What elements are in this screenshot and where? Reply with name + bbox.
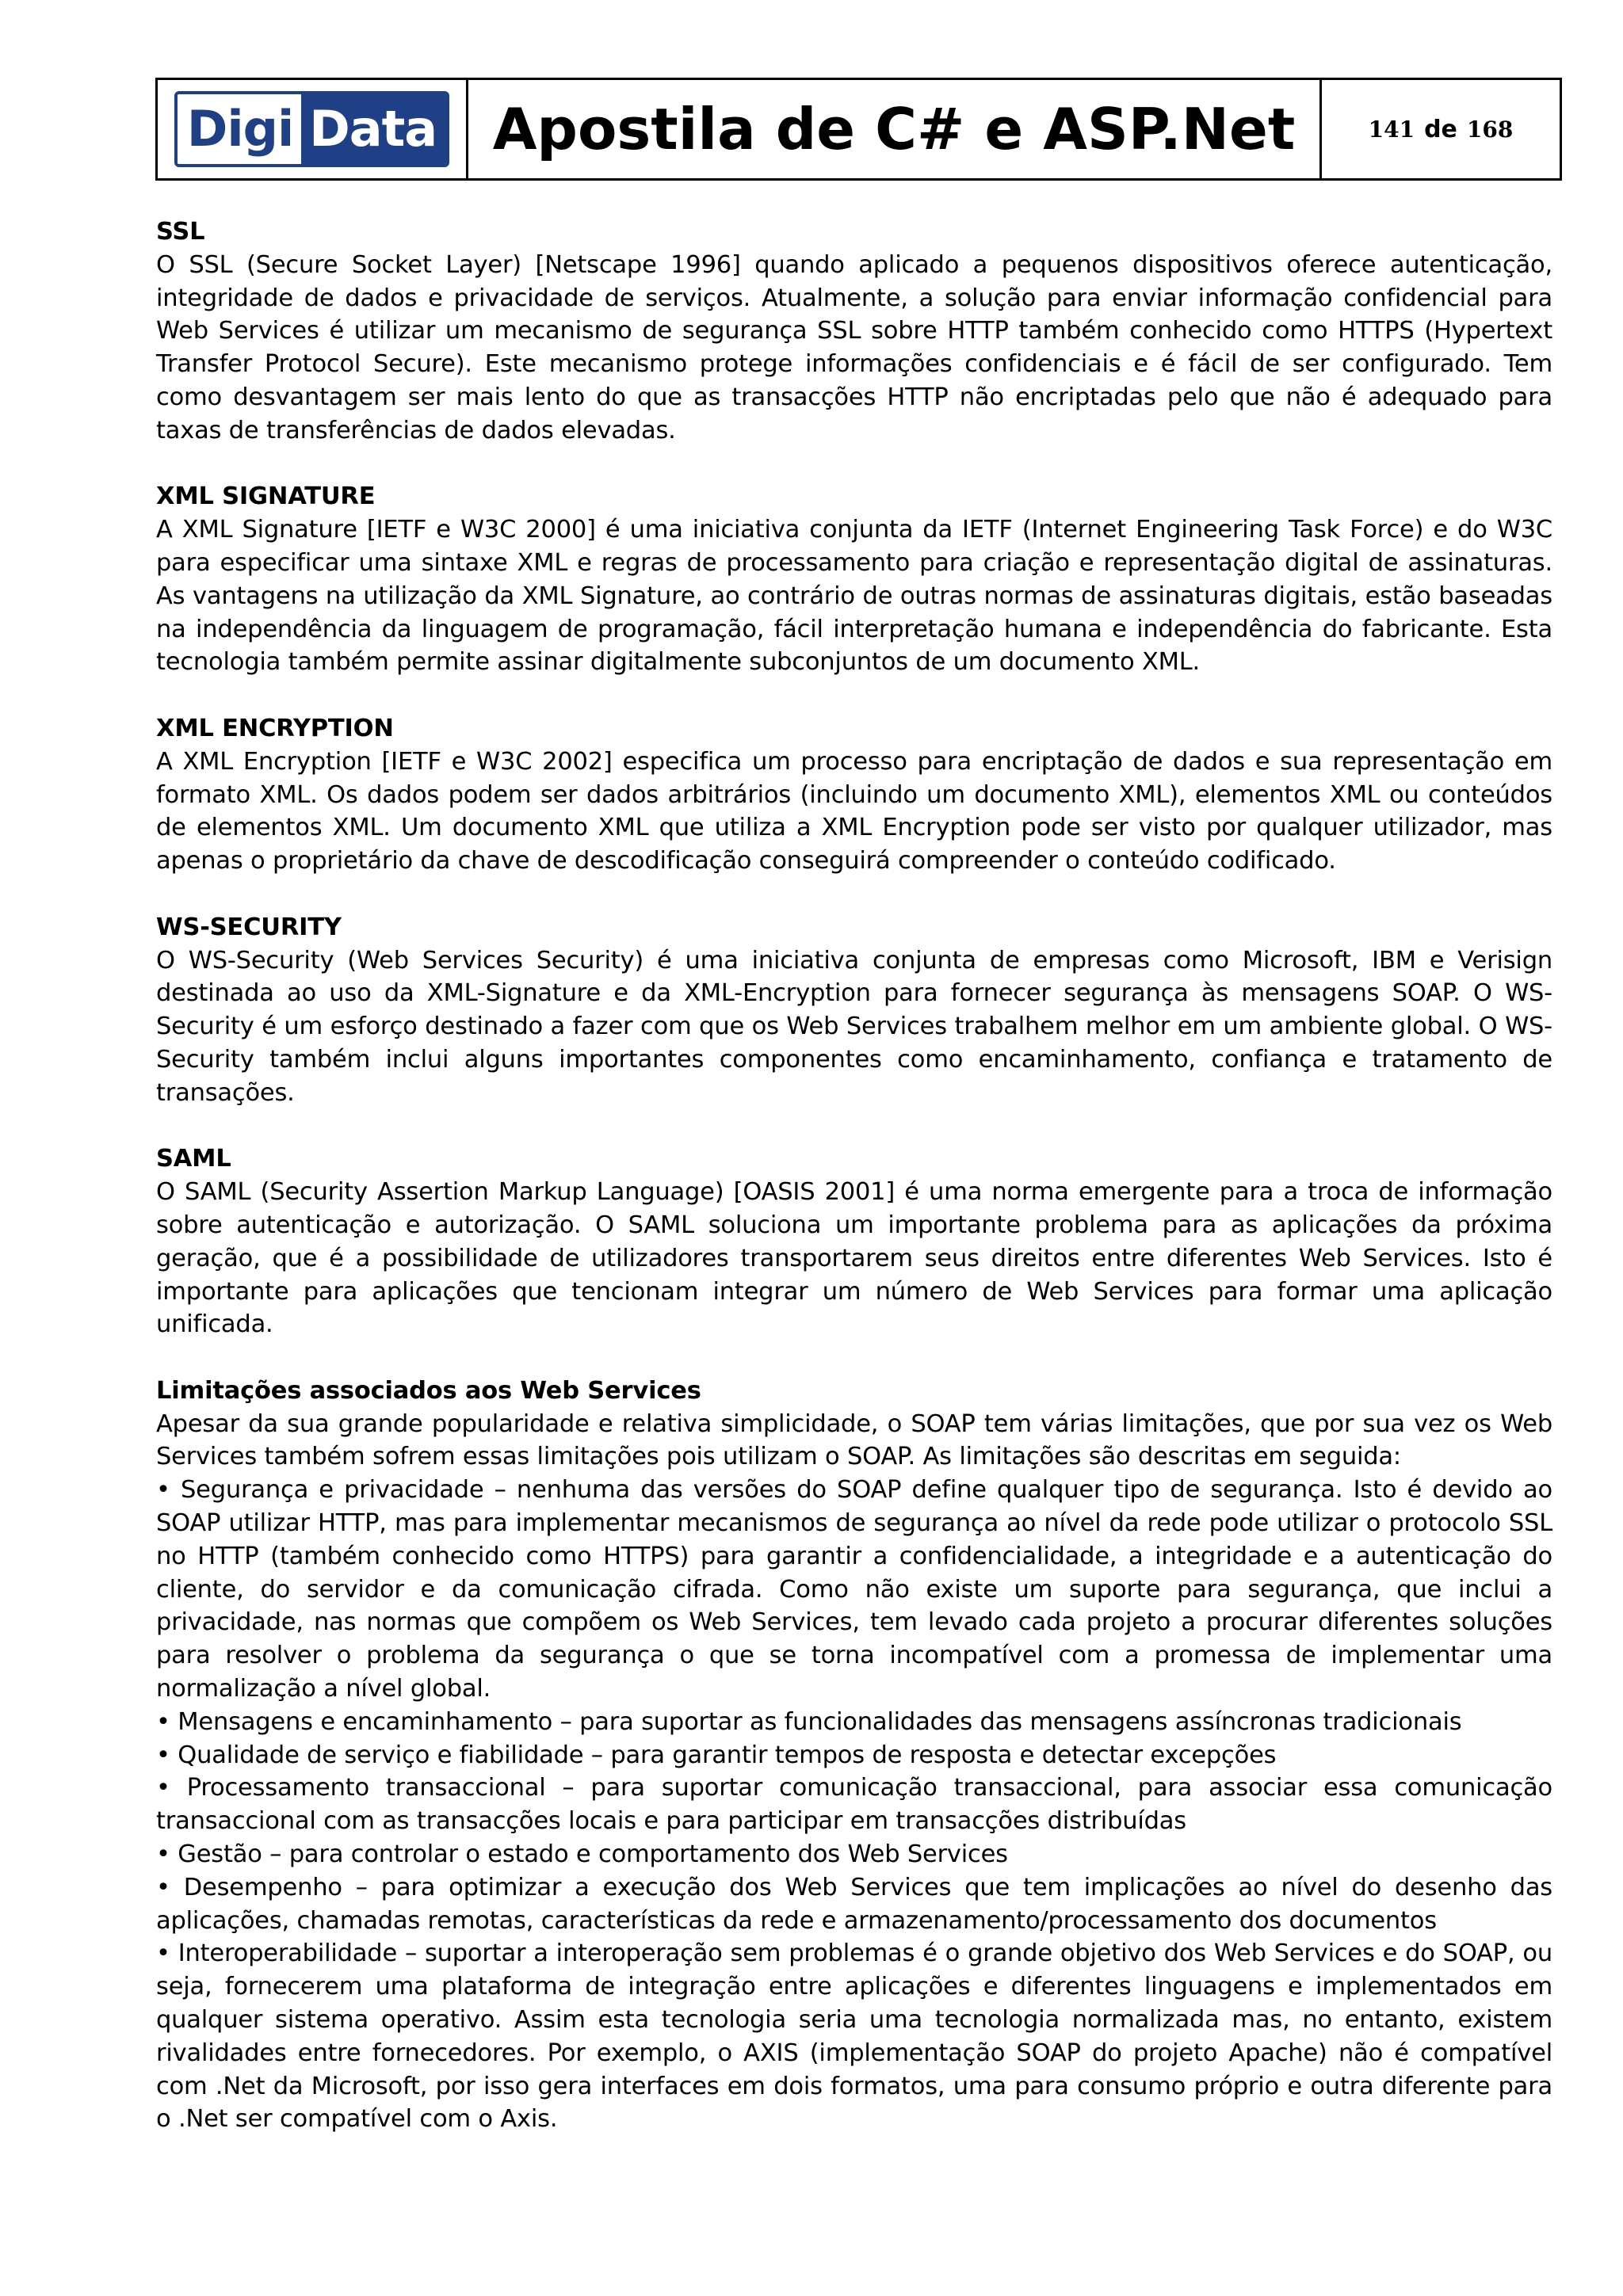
section-heading: Limitações associados aos Web Services <box>156 1376 701 1405</box>
section-heading: SAML <box>156 1145 231 1173</box>
limitations-intro: Apesar da sua grande popularidade e relativa simplicidade, o SOAP tem várias limitações, que por sua vez os Web Services também sofrem essas limitações pois utilizam o SOAP. As limitações são descritas em seguida: <box>156 1409 1552 1471</box>
logo-text-data: Data <box>301 94 446 164</box>
section-xml-encryption <box>156 712 1552 878</box>
list-item: • Segurança e privacidade – nenhuma das versões do SOAP define qualquer tipo de segurança. Isto é devido ao SOAP utilizar HTTP, mas para implementar mecanismos de segurança ao nível da rede pode utilizar o protocolo SSL no HTTP (também conhecido como HTTPS) para garantir a confidencialidade, a integridade e a autenticação do cliente, do servidor e da comunicação cifrada. Como não existe um suporte para segurança, que inclui a privacidade, nas normas que compõem os Web Services, tem levado cada projeto a procurar diferentes soluções para resolver o problema da segurança o que se torna incompatível com a promessa de implementar uma normalização a nível global. <box>156 1476 1552 1703</box>
section-ssl <box>156 215 1552 448</box>
digidata-logo <box>174 91 449 167</box>
page-header <box>155 78 1562 181</box>
logo-text-digi: Digi <box>178 94 301 164</box>
section-heading: WS-SECURITY <box>156 913 342 941</box>
section-ws-security <box>156 911 1552 1110</box>
section-xml-signature <box>156 480 1552 679</box>
section-heading: XML ENCRYPTION <box>156 714 394 742</box>
page-separator: de <box>1424 115 1457 143</box>
section-saml <box>156 1142 1552 1341</box>
section-paragraph: A XML Encryption [IETF e W3C 2002] especifica um processo para encriptação de dados e sua representação em formato XML. Os dados podem ser dados arbitrários (incluindo um documento XML), elementos XML ou conteúdos de elementos XML. Um documento XML que utiliza a XML Encryption pode ser visto por qualquer utilizador, mas apenas o proprietário da chave de descodificação conseguirá compreender o conteúdo codificado. <box>156 747 1552 875</box>
section-paragraph: O WS-Security (Web Services Security) é uma iniciativa conjunta de empresas como Microsoft, IBM e Verisign destinada ao uso da XML-Signature e da XML-Encryption para fornecer segurança às mensagens SOAP. O WS-Security é um esforço destinado a fazer com que os Web Services trabalhem melhor em um ambiente global. O WS-Security também inclui alguns importantes componentes como encaminhamento, confiança e tratamento de transações. <box>156 946 1552 1107</box>
section-heading: SSL <box>156 218 205 246</box>
section-limitations <box>156 1375 1552 2136</box>
section-heading: XML SIGNATURE <box>156 482 376 511</box>
section-paragraph: A XML Signature [IETF e W3C 2000] é uma iniciativa conjunta da IETF (Internet Engineering Task Force) e do W3C para especificar uma sintaxe XML e regras de processamento para criação e representação digital de assinaturas. As vantagens na utilização da XML Signature, ao contrário de outras normas de assinaturas digitais, estão baseadas na independência da linguagem de programação, fácil interpretação humana e independência do fabricante. Esta tecnologia também permite assinar digitalmente subconjuntos de um documento XML. <box>156 516 1552 677</box>
section-paragraph: O SAML (Security Assertion Markup Language) [OASIS 2001] é uma norma emergente para a troca de informação sobre autenticação e autorização. O SAML soluciona um importante problema para as aplicações da próxima geração, que é a possibilidade de utilizadores transportarem seus direitos entre diferentes Web Services. Isto é importante para aplicações que tencionam integrar um número de Web Services para formar uma aplicação unificada. <box>156 1178 1552 1339</box>
list-item: • Gestão – para controlar o estado e comportamento dos Web Services <box>156 1840 1008 1869</box>
page-number <box>1322 80 1560 178</box>
document-body <box>156 215 1552 2169</box>
list-item: • Mensagens e encaminhamento – para suportar as funcionalidades das mensagens assíncronas tradicionais <box>156 1707 1462 1736</box>
list-item: • Desempenho – para optimizar a execução dos Web Services que tem implicações ao nível do desenho das aplicações, chamadas remotas, características da rede e armazenamento/processamento dos documentos <box>156 1873 1552 1935</box>
list-item: • Interoperabilidade – suportar a interoperação sem problemas é o grande objetivo dos Web Services e do SOAP, ou seja, fornecerem uma plataforma de integração entre aplicações e diferentes linguagens e implementados em qualquer sistema operativo. Assim esta tecnologia seria uma tecnologia normalizada mas, no entanto, existem rivalidades entre fornecedores. Por exemplo, o AXIS (implementação SOAP do projeto Apache) não é compatível com .Net da Microsoft, por isso gera interfaces em dois formatos, uma para consumo próprio e outra diferente para o .Net ser compatível com o Axis. <box>156 1939 1552 2134</box>
page-current: 141 <box>1368 116 1415 143</box>
logo-cell <box>158 80 468 178</box>
document-title: Apostila de C# e ASP.Net <box>468 80 1322 178</box>
page-total: 168 <box>1466 116 1514 143</box>
list-item: • Qualidade de serviço e fiabilidade – para garantir tempos de resposta e detectar excepções <box>156 1741 1277 1769</box>
list-item: • Processamento transaccional – para suportar comunicação transaccional, para associar essa comunicação transaccional com as transacções locais e para participar em transacções distribuídas <box>156 1774 1552 1836</box>
section-paragraph: O SSL (Secure Socket Layer) [Netscape 1996] quando aplicado a pequenos dispositivos oferece autenticação, integridade de dados e privacidade de serviços. Atualmente, a solução para enviar informação confidencial para Web Services é utilizar um mecanismo de segurança SSL sobre HTTP também conhecido como HTTPS (Hypertext Transfer Protocol Secure). Este mecanismo protege informações confidenciais e é fácil de ser configurado. Tem como desvantagem ser mais lento do que as transacções HTTP não encriptadas pelo que não é adequado para taxas de transferências de dados elevadas. <box>156 250 1552 444</box>
